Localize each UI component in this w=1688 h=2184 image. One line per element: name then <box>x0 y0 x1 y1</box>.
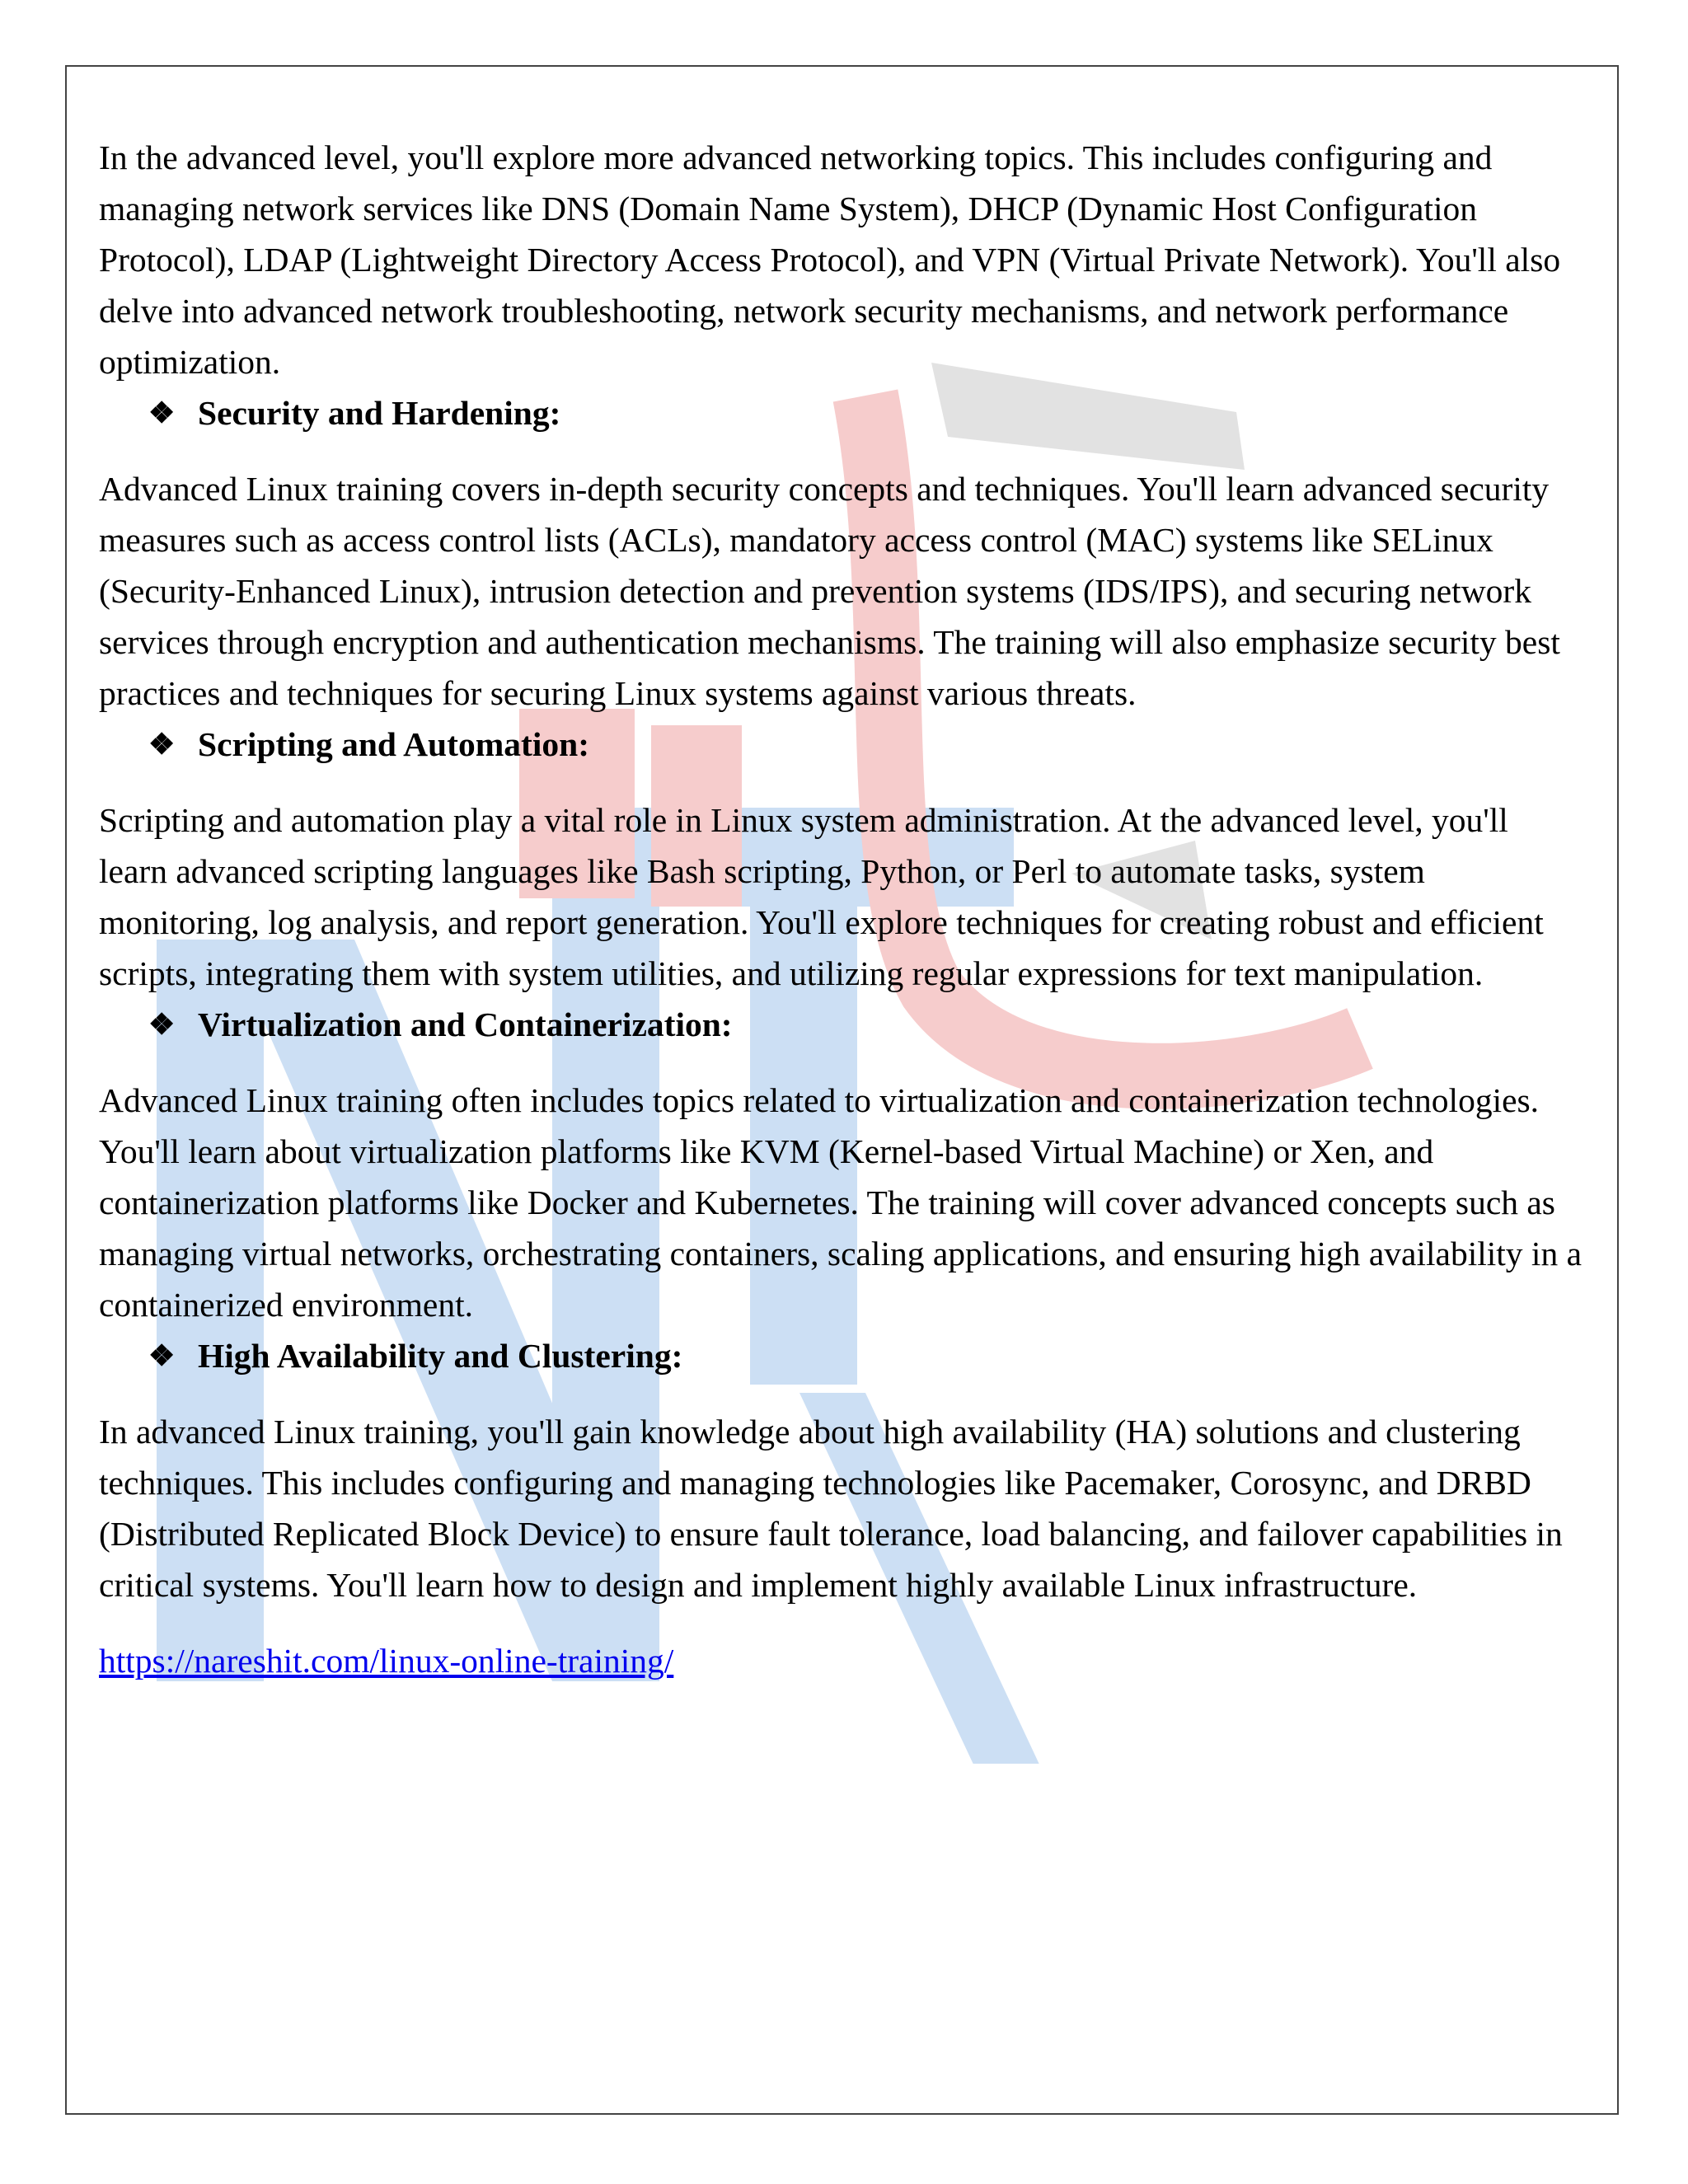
diamond-bullet-icon: ❖ <box>148 1339 176 1372</box>
section-security <box>99 387 1582 719</box>
section-body: In advanced Linux training, you'll gain knowledge about high availability (HA) solutions and clustering techniques. This includes configuring and managing technologies like Pacemaker, Corosync, and DRBD (Distributed Replicated Block Device) to ensure fault tolerance, load balancing, and failover capabilities in critical systems. You'll learn how to design and implement highly available Linux infrastructure. <box>99 1413 1563 1604</box>
intro-paragraph: In the advanced level, you'll explore more advanced networking topics. This includes configuring and managing network services like DNS (Domain Name System), DHCP (Dynamic Host Configuration Protocol), LDAP (Lightweight Directory Access Protocol), and VPN (Virtual Private Network). You'll also delve into advanced network troubleshooting, network security mechanisms, and network performance optimization. <box>99 138 1561 381</box>
diamond-bullet-icon: ❖ <box>148 396 176 429</box>
section-high-availability <box>99 1330 1582 1610</box>
section-body: Advanced Linux training covers in-depth security concepts and techniques. You'll learn advanced security measures such as access control lists (ACLs), mandatory access control (MAC) systems like SELinux (Security-Enhanced Linux), intrusion detection and prevention systems (IDS/IPS), and securing network services through encryption and authentication mechanisms. The training will also emphasize security best practices and techniques for securing Linux systems against various threats. <box>99 470 1560 712</box>
section-body: Advanced Linux training often includes topics related to virtualization and containerization technologies. You'll learn about virtualization platforms like KVM (Kernel-based Virtual Machine) or Xen, and containerization platforms like Docker and Kubernetes. The training will cover advanced concepts such as managing virtual networks, orchestrating containers, scaling applications, and ensuring high availability in a containerized environment. <box>99 1081 1582 1324</box>
footer-link-paragraph <box>99 1635 1582 1686</box>
document-content <box>99 132 1582 1721</box>
section-heading <box>99 387 1582 438</box>
section-virtualization <box>99 999 1582 1330</box>
diamond-bullet-icon: ❖ <box>148 1008 176 1041</box>
training-link[interactable]: https://nareshit.com/linux-online-training/ <box>99 1642 674 1680</box>
section-body: Scripting and automation play a vital role in Linux system administration. At the advanced level, you'll learn advanced scripting languages like Bash scripting, Python, or Perl to automate tasks, system monitoring, log analysis, and report generation. You'll explore techniques for creating robust and efficient scripts, integrating them with system utilities, and utilizing regular expressions for text manipulation. <box>99 801 1544 992</box>
diamond-bullet-icon: ❖ <box>148 728 176 761</box>
section-heading <box>99 719 1582 770</box>
section-scripting <box>99 719 1582 999</box>
section-heading-text: Virtualization and Containerization: <box>198 1005 733 1043</box>
section-heading <box>99 1330 1582 1381</box>
section-heading-text: High Availability and Clustering: <box>198 1337 683 1375</box>
section-heading-text: Security and Hardening: <box>198 394 561 432</box>
section-heading-text: Scripting and Automation: <box>198 725 590 763</box>
section-heading <box>99 999 1582 1050</box>
